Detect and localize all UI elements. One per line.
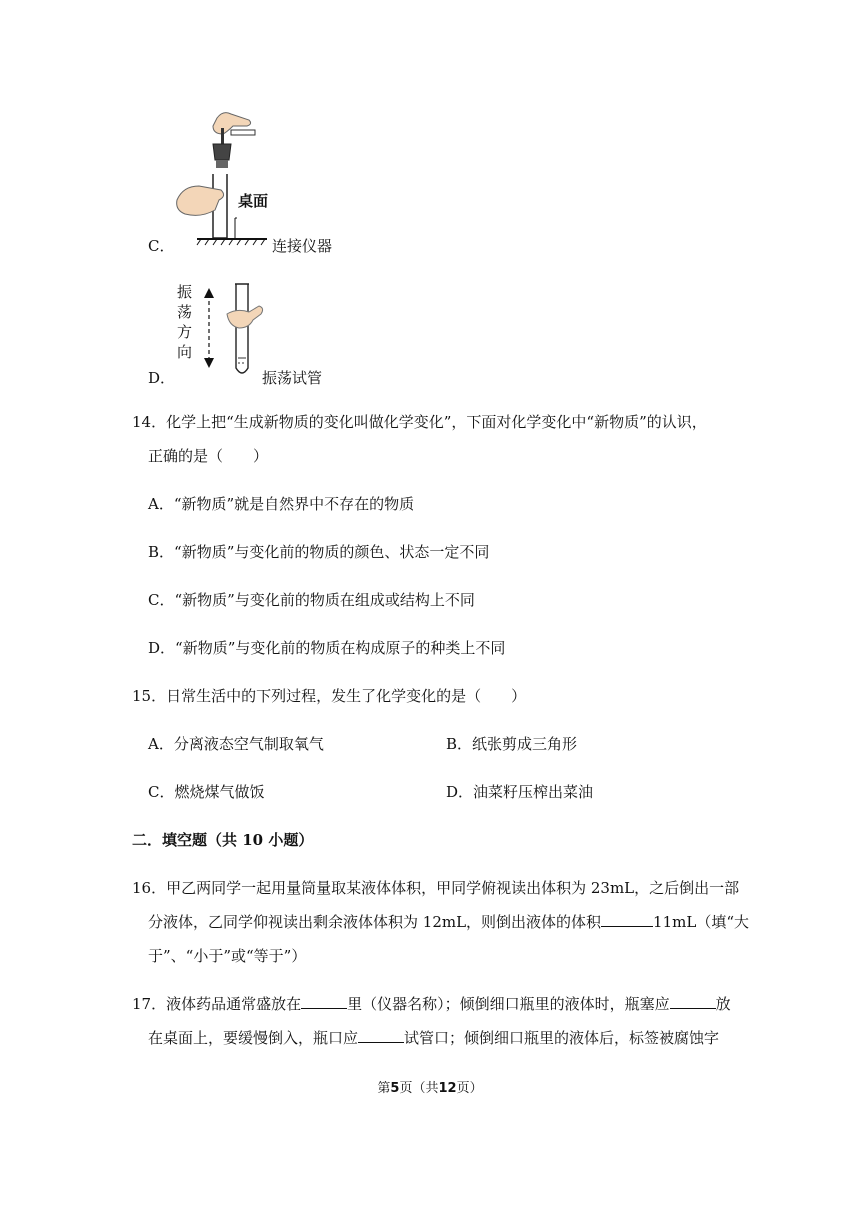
footer-pre: 第 (377, 1081, 391, 1096)
q14-option-a: A．“新物质”就是自然界中不存在的物质 (148, 495, 415, 513)
q15-option-d: D．油菜籽压榨出菜油 (446, 783, 594, 801)
q15-option-c: C．燃烧煤气做饭 (148, 783, 265, 801)
q16-line2 (148, 912, 749, 932)
q16-line3: 于”、“小于”或“等于”） (148, 947, 307, 965)
shake-tube-illustration (175, 280, 275, 380)
q17-line1-text-a: 17．液体药品通常盛放在 (132, 995, 302, 1013)
q14-option-b: B．“新物质”与变化前的物质的颜色、状态一定不同 (148, 543, 490, 561)
q17-line2-text-a: 在桌面上，要缓慢倒入，瓶口应 (148, 1029, 359, 1047)
q16-line2-text-b: 11mL（填“大 (653, 913, 749, 931)
q15-stem: 15．日常生活中的下列过程，发生了化学变化的是（ ） (132, 687, 527, 705)
q14-option-c: C．“新物质”与变化前的物质在组成或结构上不同 (148, 591, 475, 609)
footer-page-num: 5 (390, 1081, 400, 1096)
desk-label: 桌面 (238, 192, 269, 210)
page-footer (0, 1077, 860, 1096)
option-d-caption: 振荡试管 (262, 369, 323, 387)
q17-blank-3[interactable] (358, 1028, 404, 1043)
option-d-figure (175, 280, 275, 380)
q14-stem-line2: 正确的是（ ） (148, 447, 269, 465)
q16-line2-text-a: 分液体，乙同学仰视读出剩余液体体积为 12mL，则倒出液体的体积 (148, 913, 602, 931)
footer-mid: 页（共 (399, 1081, 439, 1096)
q14-stem-line1: 14．化学上把“生成新物质的变化叫做化学变化”，下面对化学变化中“新物质”的认识， (132, 413, 707, 431)
option-c-caption: 连接仪器 (272, 237, 333, 255)
q17-blank-1[interactable] (301, 994, 347, 1009)
option-c-label: C． (148, 237, 175, 255)
footer-page-total: 12 (438, 1081, 457, 1096)
q17-line2 (148, 1028, 719, 1048)
q14-option-d: D．“新物质”与变化前的物质在构成原子的种类上不同 (148, 639, 506, 657)
direction-label: 振 荡 方 向 (177, 283, 193, 361)
q15-option-a: A．分离液态空气制取氧气 (148, 735, 324, 753)
option-d-label: D． (148, 369, 176, 387)
q17-line1-text-b: 里（仪器名称）；倾倒细口瓶里的液体时，瓶塞应 (347, 995, 670, 1013)
q16-answer-blank[interactable] (601, 912, 653, 927)
q17-blank-2[interactable] (670, 994, 716, 1009)
q17-line2-text-b: 试管口；倾倒细口瓶里的液体后，标签被腐蚀字 (404, 1029, 720, 1047)
q15-option-b: B．纸张剪成三角形 (446, 735, 578, 753)
q17-line1-text-c: 放 (715, 995, 731, 1013)
q16-line1: 16．甲乙两同学一起用量筒量取某液体体积，甲同学俯视读出体积为 23mL，之后倒出一部 (132, 879, 740, 897)
q17-line1 (132, 994, 731, 1014)
footer-post: 页） (456, 1081, 483, 1096)
section-heading: 二．填空题（共 10 小题） (132, 831, 314, 849)
